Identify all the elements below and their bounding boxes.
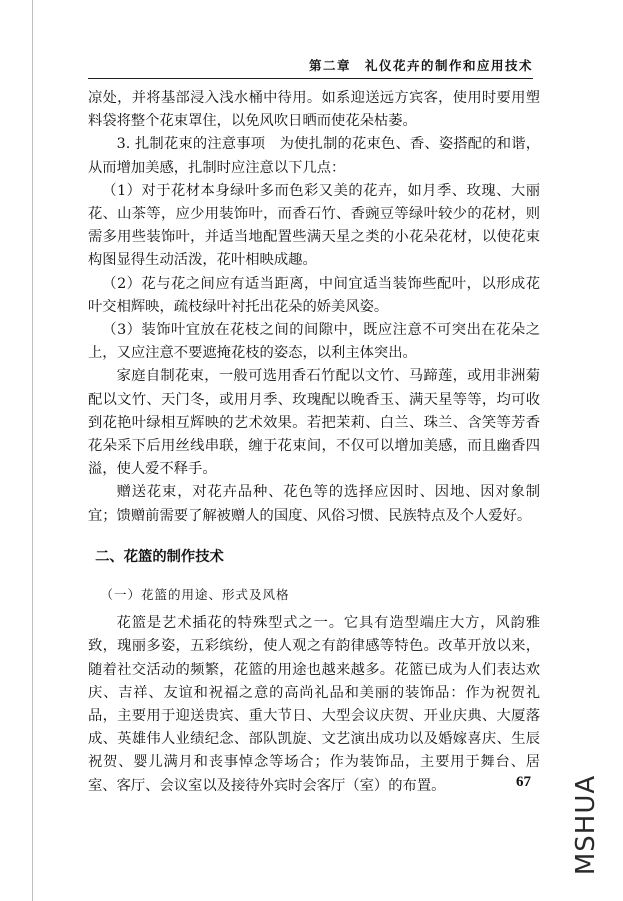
watermark-text: MSHUA — [571, 774, 601, 876]
running-head: 第二章 礼仪花卉的制作和应用技术 — [308, 58, 533, 73]
section-title: 二、花篮的制作技术 — [95, 548, 224, 565]
paragraph: 花篮是艺术插花的特殊型式之一。它具有造型端庄大方，风韵雅致，瑰丽多姿，五彩缤纷，使人观之有韵律感等特色。改革开放以来，随着社交活动的频繁，花篮的用途也越来越多。花篮已成为人们表达欢庆、吉祥、友谊和祝福之意的高尚礼品和美丽的装饰品：作为祝贺礼品，主要用于迎送贵宾、重大节日、大型会议庆贺、开业庆典、大厦落成、英雄伟人业绩纪念、部队凯旋、文艺演出成功以及婚嫁喜庆、生辰祝贺、婴儿满月和丧事悼念等场合；作为装饰品，主要用于舞台、居室、客厅、会议室以及接待外宾时会客厅（室）的布置。 — [88, 615, 540, 794]
subsection-title: （一）花篮的用途、形式及风格 — [100, 587, 290, 603]
paragraph: 赠送花束，对花卉品种、花色等的选择应因时、因地、因对象制宜；馈赠前需要了解被赠人的国度、风俗习惯、民族特点及个人爱好。 — [88, 484, 540, 524]
paragraph: 3. 扎制花束的注意事项 为使扎制的花束色、香、姿搭配的和谐，从而增加美感，扎制时应注意以下几点： — [88, 136, 540, 176]
paragraph: 凉处，并将基部浸入浅水桶中待用。如系迎送远方宾客，使用时要用塑料袋将整个花束罩住，以免风吹日晒而使花朵枯萎。 — [88, 90, 540, 130]
paragraph: （2）花与花之间应有适当距离，中间宜适当装饰些配叶，以形成花叶交相辉映，疏枝绿叶衬托出花朵的娇美风姿。 — [88, 275, 540, 315]
page-number: 67 — [516, 774, 531, 790]
paragraph: （1）对于花材本身绿叶多而色彩又美的花卉，如月季、玫瑰、大丽花、山茶等，应少用装饰叶，而香石竹、香豌豆等绿叶较少的花材，则需多用些装饰叶，并适当地配置些满天星之类的小花朵花材，以使花束构图显得生动活泼，花叶相映成趣。 — [88, 182, 540, 269]
header-rule — [88, 78, 533, 79]
body-text — [88, 87, 540, 798]
watermark — [566, 765, 606, 885]
scan-edge-line — [32, 0, 33, 901]
paragraph: （3）装饰叶宜放在花枝之间的间隙中，既应注意不可突出在花朵之上，又应注意不要遮掩花枝的姿态，以利主体突出。 — [88, 322, 540, 362]
paragraph: 家庭自制花束，一般可选用香石竹配以文竹、马蹄莲，或用非洲菊配以文竹、天门冬，或用月季、玫瑰配以晚香玉、满天星等等，均可收到花艳叶绿相互辉映的艺术效果。若把茉莉、白兰、珠兰、含笑等芳香花朵采下后用丝线串联，缠于花束间，不仅可以增加美感，而且幽香四溢，使人爱不释手。 — [88, 368, 540, 478]
